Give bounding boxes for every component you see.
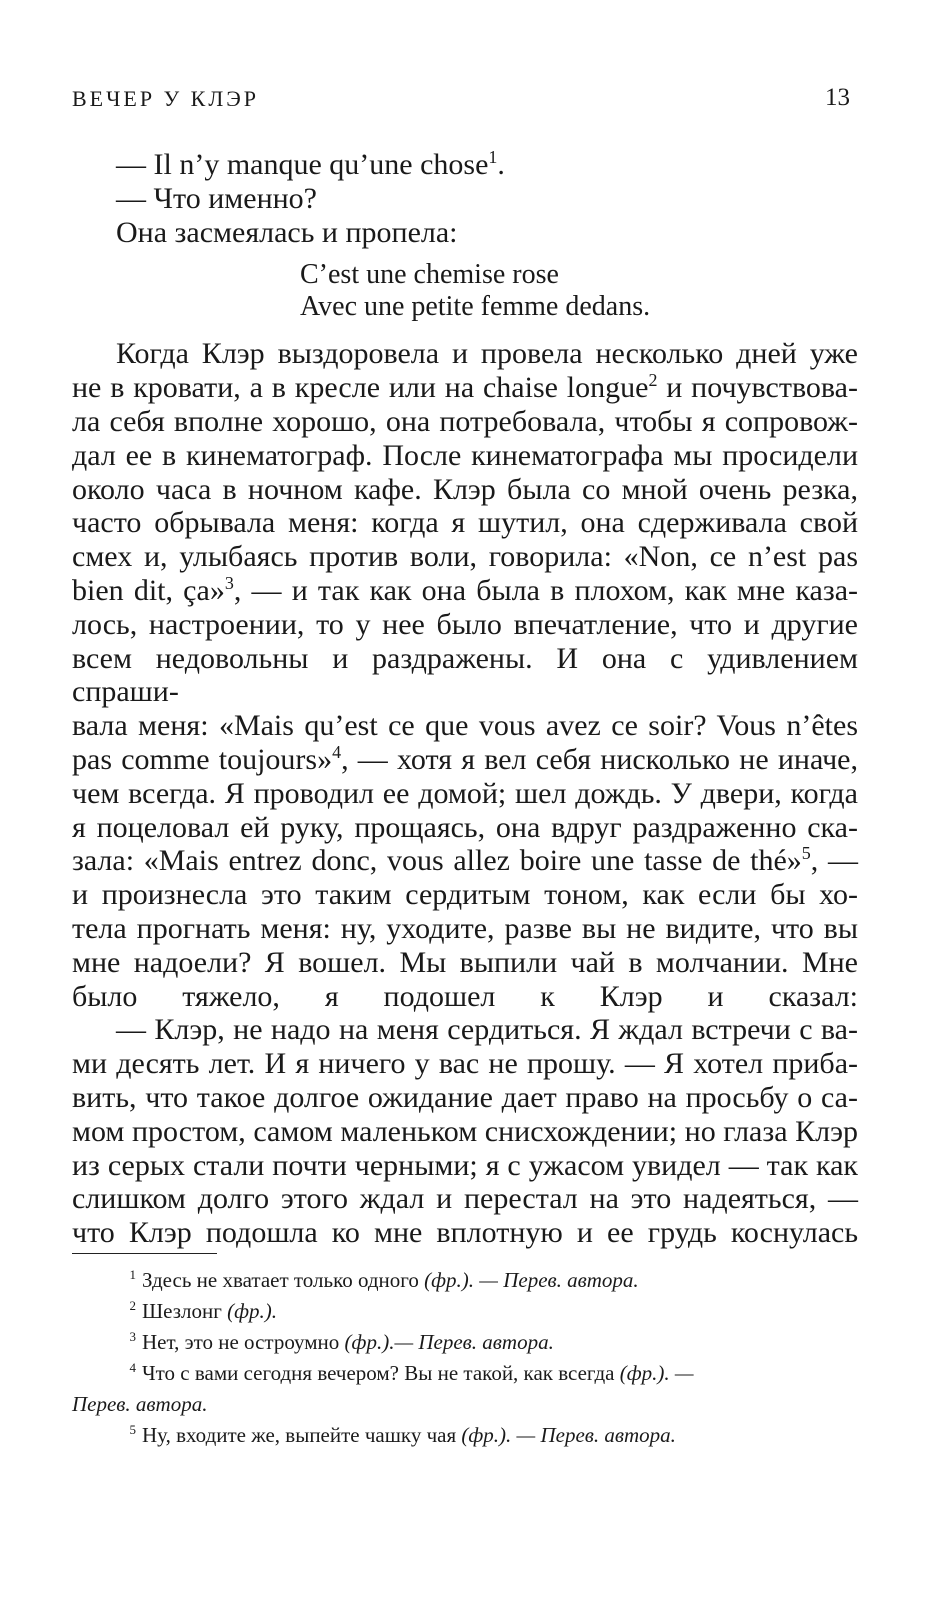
main-text <box>72 148 858 1250</box>
footnote-continuation: Перев. автора. <box>72 1392 208 1416</box>
verse-line: C’est une chemise rose <box>300 259 559 291</box>
footnote-ref: 2 <box>648 370 658 391</box>
text-line: около часа в ночном кафе. Клэр была со мной очень резка, <box>72 472 858 506</box>
dialogue-line: — Il n’y manque qu’une chose$^1$. <box>116 147 505 181</box>
footnote: 5 Ну, входите же, выпейте чашку чая (фр.). — Перев. автора. <box>129 1422 676 1447</box>
text-line: мне надоели? Я вошел. Мы выпили чай в молчании. Мне <box>72 945 858 979</box>
text-line: bien dit, ça»$^3$, — и так как она была в плохом, как мне каза- <box>72 572 859 607</box>
text-line: не в кровати, а в кресле или на chaise longue$^2$ и почувствова- <box>72 370 858 405</box>
footnote-ref: 4 <box>332 741 342 762</box>
text-line: — Клэр, не надо на меня сердиться. Я ждал встречи с ва- <box>116 1013 858 1047</box>
text-line: всем недовольны и раздражены. И она с удивлением спраши- <box>72 641 858 709</box>
running-head: ВЕЧЕР У КЛЭР <box>72 86 260 111</box>
text-line: вить, что такое долгое ожидание дает право на просьбу о са- <box>72 1080 858 1114</box>
text-line: зала: «Mais entrez donc, vous allez boire une tasse de thé»$^5$, — <box>72 843 859 878</box>
text-line: дал ее в кинематограф. После кинематографа мы просидели <box>72 438 858 472</box>
text-line: что Клэр подошла ко мне вплотную и ее грудь коснулась <box>72 1216 858 1250</box>
text-line: Когда Клэр выздоровела и провела несколько дней уже <box>116 337 858 371</box>
text-line: слишком долго этого ждал и перестал на это надеяться, — <box>72 1182 858 1216</box>
verse-line: Avec une petite femme dedans. <box>300 291 651 323</box>
text-line: было тяжело, я подошел к Клэр и сказал: <box>72 979 858 1013</box>
footnote-divider <box>72 1253 217 1254</box>
text-line: я поцеловал ей руку, прощаясь, она вдруг раздраженно ска- <box>72 810 858 844</box>
text-line: лось, настроении, то у нее было впечатление, что и другие <box>72 607 858 641</box>
verse <box>300 259 858 323</box>
footnote: 1 Здесь не хватает только одного (фр.). — Перев. автора. <box>129 1267 639 1292</box>
footnote: 2 Шезлонг (фр.). <box>129 1298 278 1323</box>
dialogue-line: — Что именно? <box>116 181 317 215</box>
footnote-ref: 5 <box>801 843 811 864</box>
text-line: мом простом, самом маленьком снисхождении; но глаза Клэр <box>72 1114 858 1148</box>
text-line: ми десять лет. И я ничего у вас не прошу. — Я хотел приба- <box>72 1047 858 1081</box>
text-line: часто обрывала меня: когда я шутил, она сдерживала свой <box>72 506 858 540</box>
text-line: тела прогнать меня: ну, уходите, разве вы не видите, что вы <box>72 911 858 945</box>
dialogue-line: Она засмеялась и пропела: <box>116 215 458 249</box>
footnotes <box>72 1265 858 1451</box>
footnote-ref: 1 <box>488 147 498 167</box>
footnote: 4 Что с вами сегодня вечером? Вы не такой, как всегда (фр.). — <box>129 1360 694 1385</box>
page-number: 13 <box>825 84 850 111</box>
paragraph <box>72 337 858 1013</box>
text-line: и произнесла это таким сердитым тоном, как если бы хо- <box>72 878 858 912</box>
footnote-ref: 3 <box>224 572 234 593</box>
text-line: смех и, улыбаясь против воли, говорила: «Non, ce n’est pas <box>72 540 858 574</box>
text-line: из серых стали почти черными; я с ужасом увидел — так как <box>72 1148 858 1182</box>
footnote: 3 Нет, это не остроумно (фр.).— Перев. автора. <box>129 1329 554 1354</box>
text-line: чем всегда. Я проводил ее домой; шел дождь. У двери, когда <box>72 776 858 810</box>
text-line: ла себя вполне хорошо, она потребовала, чтобы я сопровож- <box>72 404 858 438</box>
paragraph <box>72 1013 858 1250</box>
text-line: pas comme toujours»$^4$, — хотя я вел себя нисколько не иначе, <box>72 741 858 776</box>
text-line: вала меня: «Mais qu’est ce que vous avez ce soir? Vous n’êtes <box>72 709 858 743</box>
